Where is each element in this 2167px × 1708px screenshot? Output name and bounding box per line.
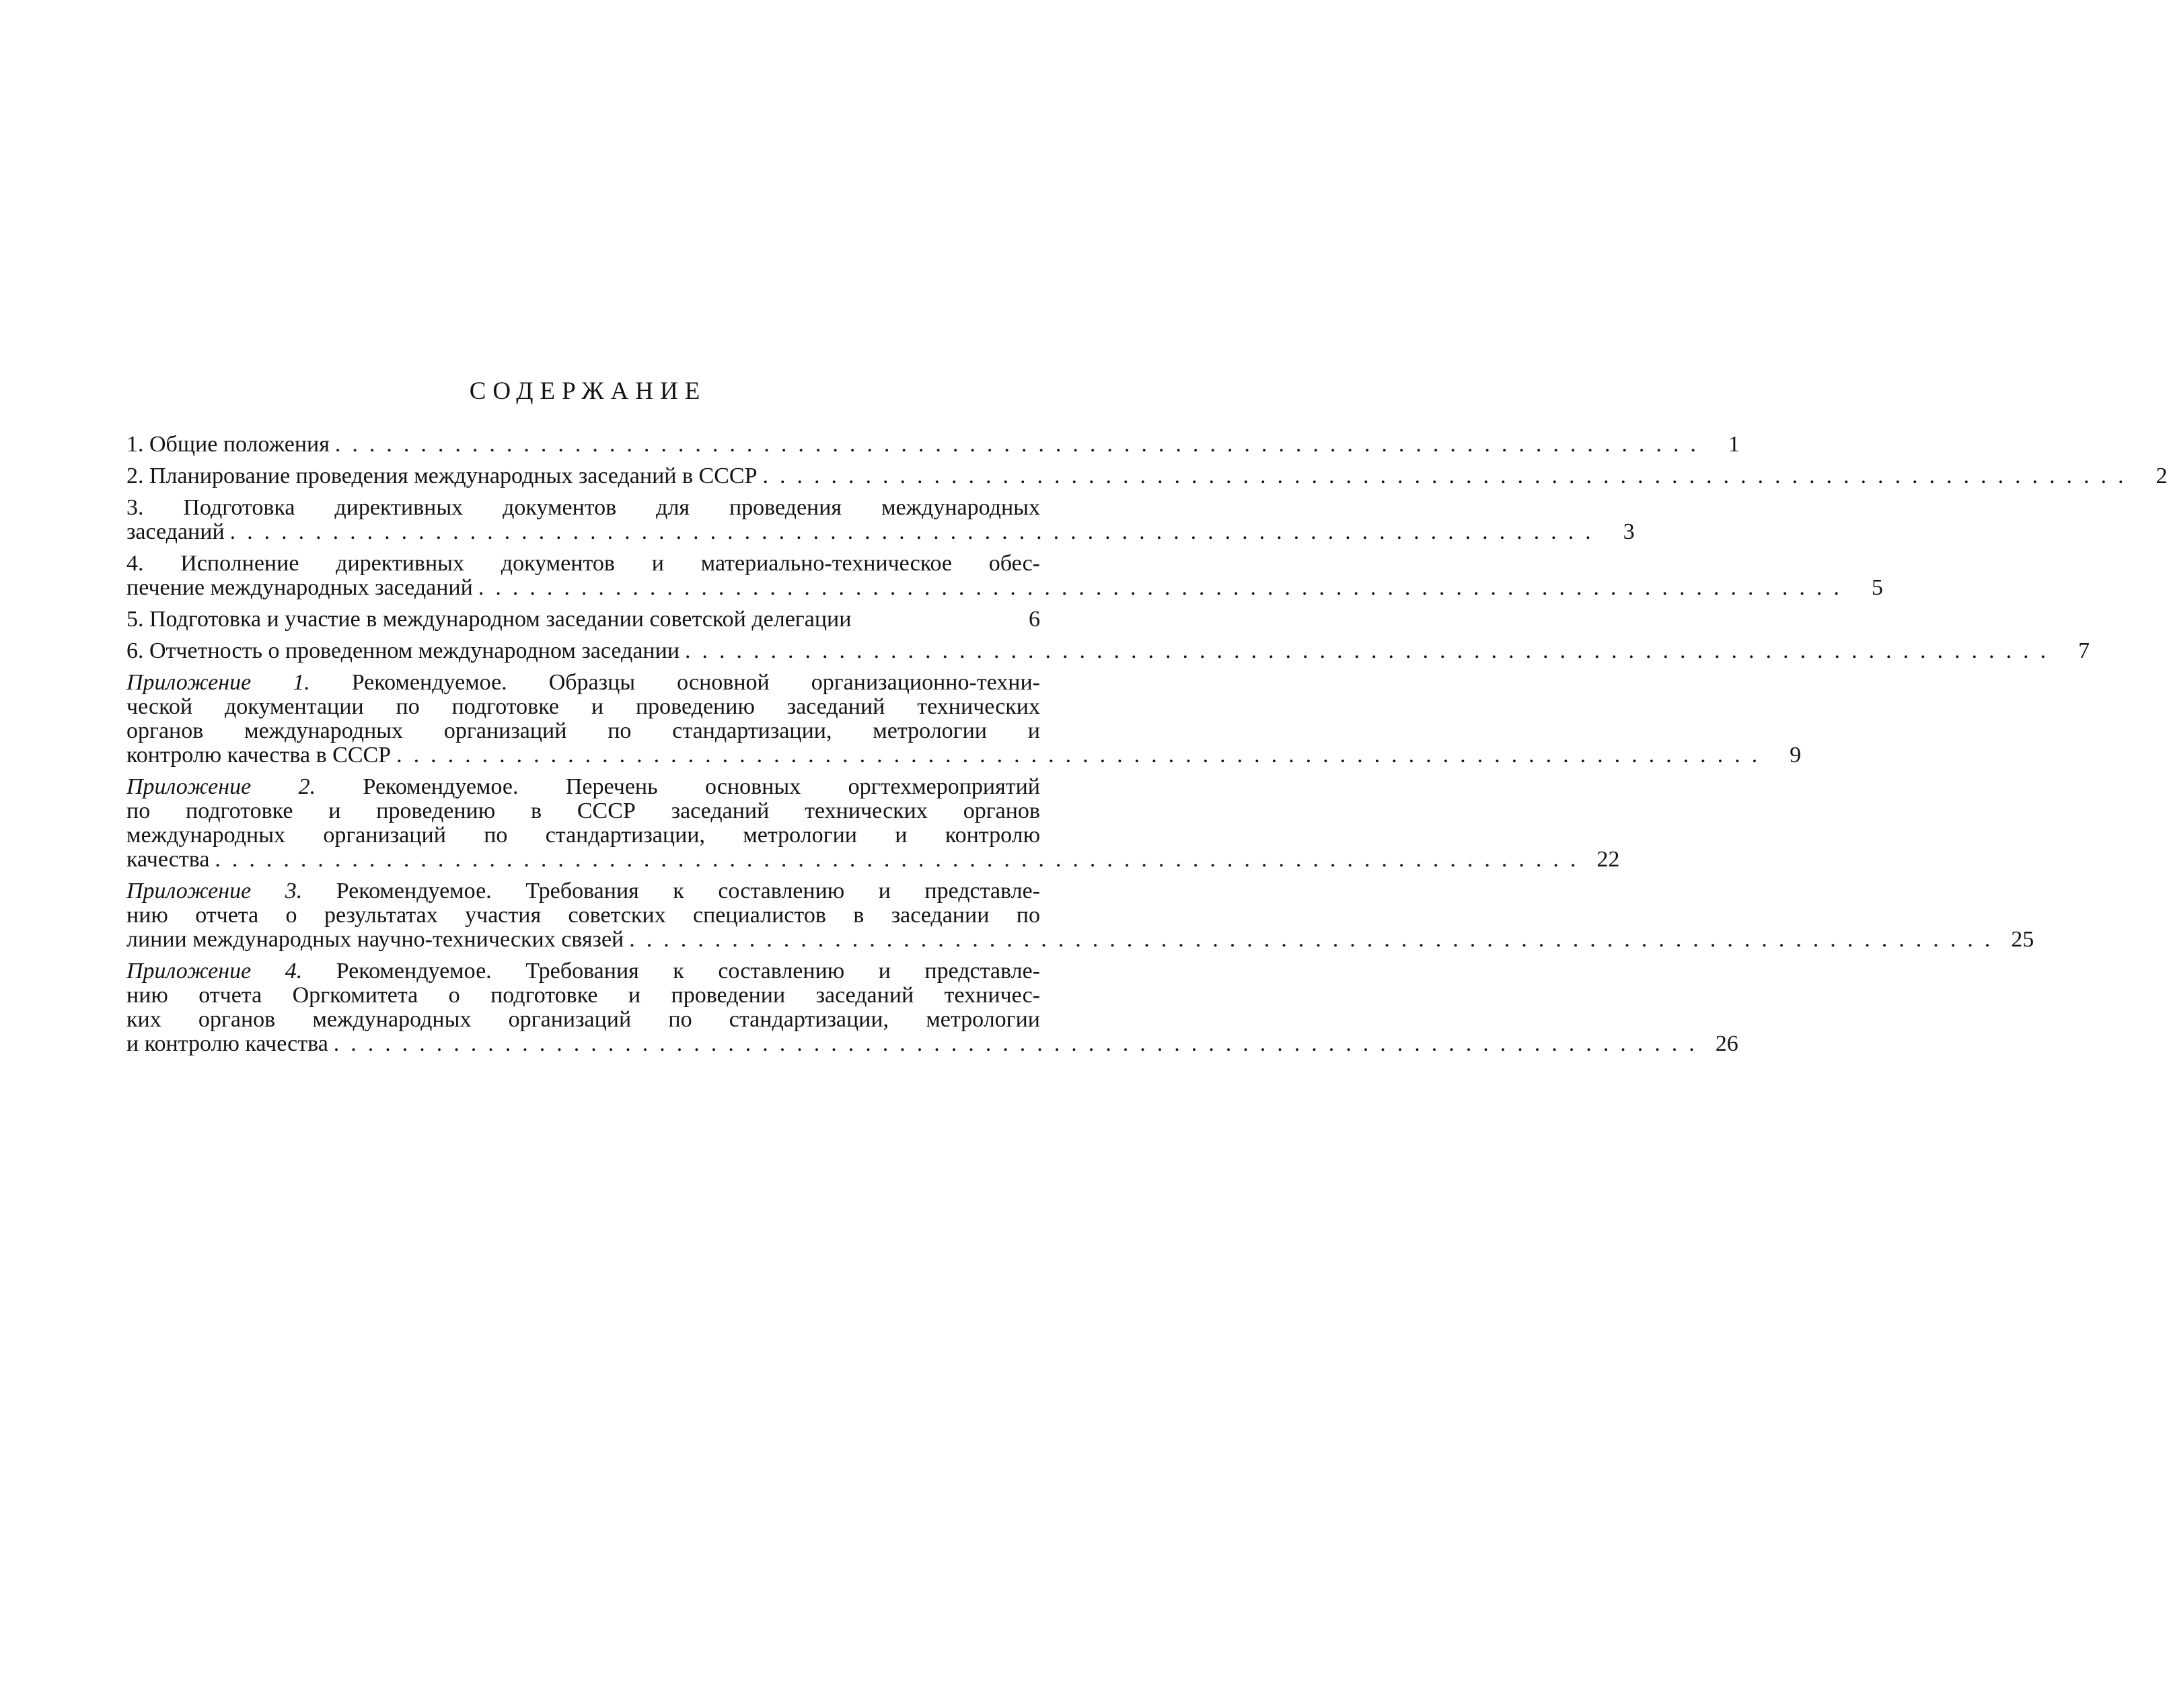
toc-entry-line-text: Рекомендуемое. Перечень основных оргтехмероприятий xyxy=(316,774,1040,799)
page-number: 22 xyxy=(1596,847,1620,872)
toc-entry-line-text: линии международных научно-технических связей xyxy=(126,927,624,952)
toc-entry-text xyxy=(126,520,225,544)
toc-entry-text xyxy=(126,551,1040,576)
toc-entry-text xyxy=(126,433,330,457)
toc-entry-line-text: органов международных организаций по стандартизации, метрологии и xyxy=(126,718,1040,743)
page-number: 1 xyxy=(1728,432,1740,457)
toc-entry-line-text: международных организаций по стандартизации, метрологии и контролю xyxy=(126,823,1040,848)
dot-leader: ................................................................................ xyxy=(685,638,2058,663)
toc-entry-line xyxy=(126,671,1040,695)
toc-entry-line xyxy=(126,983,1040,1008)
toc-entry-line-text: контролю качества в СССР xyxy=(126,743,392,768)
toc-entry-text xyxy=(126,495,1040,520)
page-number: 3 xyxy=(1623,519,1635,544)
toc-entry-line xyxy=(126,879,1040,903)
toc-entry[interactable] xyxy=(126,551,1883,600)
appendix-label: Приложение 4. xyxy=(126,959,303,983)
toc-entry-text xyxy=(126,464,757,488)
toc-entry-text xyxy=(126,848,209,872)
dot-leader: ................................................................................ xyxy=(629,927,2002,952)
toc-entry-text xyxy=(126,1007,1040,1032)
toc-entry-text xyxy=(126,983,1040,1008)
toc-entry-text xyxy=(126,743,391,768)
toc-entry-text xyxy=(126,928,624,952)
toc-entry-line xyxy=(126,432,1740,457)
toc-entry-line xyxy=(126,903,1040,928)
toc-entry-text xyxy=(126,1032,328,1056)
toc-entry-line-text: 4. Исполнение директивных документов и материально-техническое обес- xyxy=(126,551,1040,576)
toc-entry[interactable] xyxy=(126,774,1620,872)
toc-entry-line-text: качества xyxy=(126,847,210,872)
page-number: 25 xyxy=(2011,927,2034,952)
toc-entry[interactable] xyxy=(126,463,2167,488)
toc-entry[interactable] xyxy=(126,607,1040,632)
toc-entry-line-text: заседаний xyxy=(126,519,225,544)
toc-entry-text xyxy=(126,718,1040,743)
toc-entry-line xyxy=(126,847,1620,872)
toc-entry[interactable] xyxy=(126,959,1738,1056)
page-number: 26 xyxy=(1715,1031,1738,1056)
page-title: СОДЕРЖАНИЕ xyxy=(469,377,707,405)
toc-entry-line xyxy=(126,552,1040,576)
toc-entry-line xyxy=(126,519,1635,544)
toc-entry[interactable] xyxy=(126,432,1740,457)
toc-entry[interactable] xyxy=(126,670,1802,768)
toc-entry-text xyxy=(126,694,1040,719)
toc-entry-line-text: 1. Общие положения xyxy=(126,432,330,457)
toc-entry-line xyxy=(126,638,2090,663)
toc-entry-text xyxy=(126,607,851,632)
toc-entry-line xyxy=(126,959,1040,983)
toc-entry-line xyxy=(126,575,1883,600)
toc-entry-line xyxy=(126,799,1040,823)
toc-entry-text xyxy=(126,879,1040,903)
toc-entry-line-text: Рекомендуемое. Образцы основной организационно-техни- xyxy=(309,670,1040,695)
toc-entry-line xyxy=(126,1008,1040,1032)
toc-entry-line xyxy=(126,695,1040,719)
toc-entries xyxy=(126,432,2167,1056)
toc-entry-text xyxy=(126,799,1040,823)
toc-entry-line xyxy=(126,496,1040,520)
toc-entry-line-text: Рекомендуемое. Требования к составлению и представле- xyxy=(302,879,1040,903)
toc-entry[interactable] xyxy=(126,879,2034,952)
toc-entry-line xyxy=(126,719,1040,743)
toc-entry-line-text: 2. Планирование проведения международных заседаний в СССР xyxy=(126,463,758,488)
toc-entry-line-text: 6. Отчетность о проведенном международном заседании xyxy=(126,638,680,663)
toc-entry-text xyxy=(126,639,680,663)
toc-entry-line-text: нию отчета о результатах участия советских специалистов в заседании по xyxy=(126,903,1040,928)
page-number: 5 xyxy=(1871,575,1883,600)
appendix-label: Приложение 1. xyxy=(126,670,310,695)
toc-entry-line-text: нию отчета Оргкомитета о подготовке и проведении заседаний техничес- xyxy=(126,983,1040,1008)
toc-entry-text xyxy=(126,903,1040,928)
toc-entry-line-text: ческой документации по подготовке и проведению заседаний технических xyxy=(126,694,1040,719)
toc-entry-line xyxy=(126,775,1040,799)
toc-entry-text xyxy=(126,774,1040,799)
toc-entry-line-text: и контролю качества xyxy=(126,1031,328,1056)
dot-leader: ................................................................................ xyxy=(334,432,1707,457)
dot-leader: ................................................................................ xyxy=(396,743,1769,768)
toc-entry[interactable] xyxy=(126,495,1635,544)
table-of-contents xyxy=(126,377,2167,1064)
toc-entry-text xyxy=(126,670,1040,695)
toc-entry-line xyxy=(126,463,2167,488)
toc-entry-line xyxy=(126,743,1802,768)
page-number: 7 xyxy=(2078,638,2090,663)
toc-entry-text xyxy=(126,823,1040,848)
dot-leader: ................................................................................ xyxy=(333,1031,1706,1056)
toc-entry-line-text: 3. Подготовка директивных документов для проведения международных xyxy=(126,495,1040,520)
toc-entry-line xyxy=(126,823,1040,848)
appendix-label: Приложение 3. xyxy=(126,879,303,903)
toc-entry-line-text: печение международных заседаний xyxy=(126,575,473,600)
dot-leader: ................................................................................ xyxy=(229,519,1603,544)
toc-entry-line-text: по подготовке и проведению в СССР заседаний технических органов xyxy=(126,799,1040,823)
toc-entry-line-text: ких органов международных организаций по стандартизации, метрологии xyxy=(126,1007,1040,1032)
dot-leader: ................................................................................ xyxy=(478,575,1851,600)
toc-entry-text xyxy=(126,576,473,600)
dot-leader: ................................................................................ xyxy=(762,463,2135,488)
toc-entry-line xyxy=(126,607,1040,632)
appendix-label: Приложение 2. xyxy=(126,774,316,799)
dot-leader: ................................................................................ xyxy=(215,847,1588,872)
toc-entry-line xyxy=(126,927,2034,952)
page-number: 9 xyxy=(1790,743,1802,768)
toc-entry-line-text: Рекомендуемое. Требования к составлению и представле- xyxy=(302,959,1040,983)
toc-entry-line-text: 5. Подготовка и участие в международном заседании советской делегации xyxy=(126,607,852,632)
toc-entry-line xyxy=(126,1031,1738,1056)
toc-entry[interactable] xyxy=(126,638,2090,663)
page-number: 2 xyxy=(2156,463,2167,488)
toc-entry-text xyxy=(126,959,1040,983)
page-number: 6 xyxy=(1029,607,1040,632)
